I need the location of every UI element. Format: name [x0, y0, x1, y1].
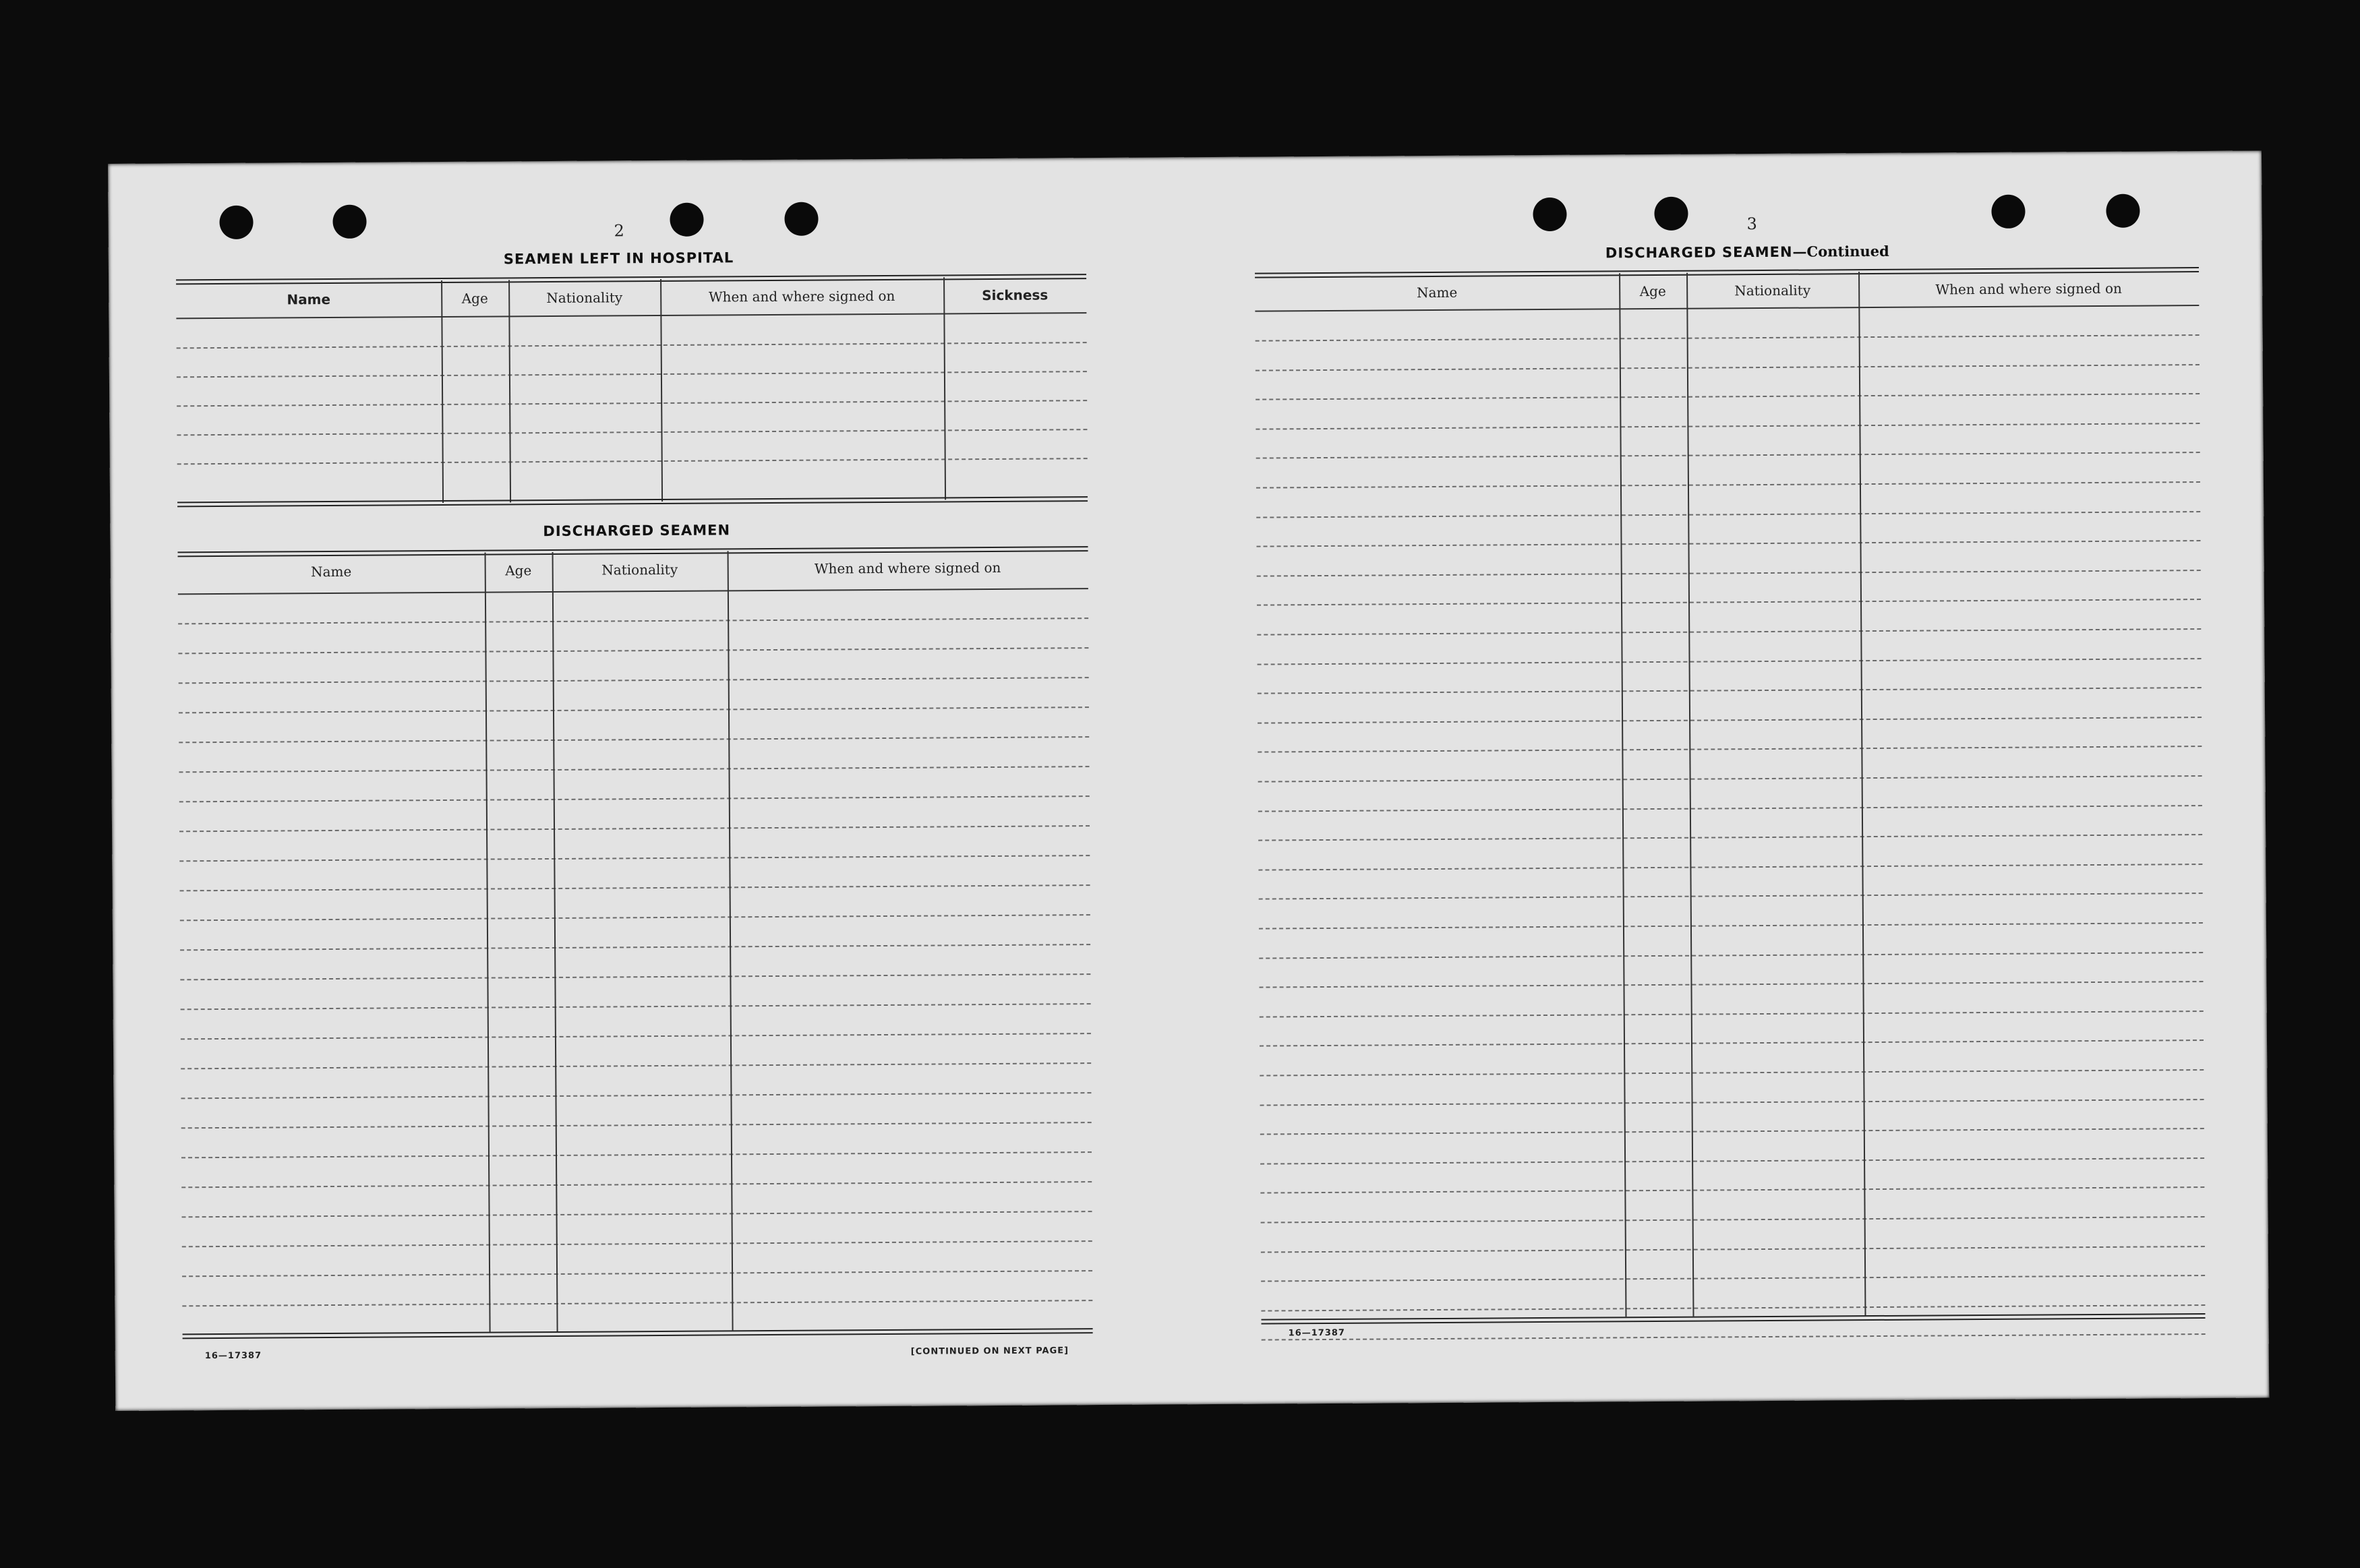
title-suffix: —Continued	[1792, 242, 1889, 260]
column-divider	[1619, 273, 1626, 1317]
table-row	[177, 342, 1087, 349]
punch-hole	[2106, 194, 2140, 228]
table-row	[179, 677, 1089, 684]
page-number-left: 2	[614, 221, 624, 241]
table-row	[1256, 511, 2200, 518]
punch-hole	[219, 206, 253, 239]
column-divider	[943, 277, 946, 500]
table-row	[1256, 334, 2200, 342]
table-row	[1256, 364, 2200, 371]
table-row	[179, 795, 1090, 802]
discharged-table-left	[178, 546, 1093, 1339]
table-row	[1256, 481, 2200, 489]
punch-hole	[332, 205, 366, 239]
table-row	[178, 617, 1088, 624]
table-row	[1257, 599, 2201, 606]
column-header-nationality: Nationality	[1734, 282, 1811, 299]
page-number-right: 3	[1746, 214, 1757, 234]
table-row	[1258, 864, 2202, 871]
table-row	[182, 1211, 1092, 1217]
table-row	[181, 1122, 1092, 1128]
header-rule	[1255, 305, 2199, 312]
table-row	[1260, 1157, 2204, 1165]
table-row	[181, 1181, 1092, 1188]
table-row	[177, 371, 1087, 378]
table-row	[1256, 452, 2200, 459]
table-row	[1258, 775, 2202, 783]
continued-note: [CONTINUED ON NEXT PAGE]	[910, 1346, 1069, 1357]
hospital-table	[176, 274, 1088, 510]
bottom-rule	[1261, 1313, 2205, 1325]
punch-hole	[1533, 198, 1566, 231]
form-number-right: 16—17387	[1288, 1327, 1346, 1339]
table-row	[1258, 687, 2202, 694]
table-row	[180, 973, 1090, 980]
table-row	[1259, 981, 2203, 988]
column-divider	[1858, 272, 1866, 1315]
table-row	[179, 706, 1089, 713]
table-row	[1257, 570, 2201, 577]
table-row	[181, 1033, 1091, 1039]
table-row	[1260, 1186, 2204, 1194]
discharged-continued-title	[1605, 243, 1889, 262]
form-number-left: 16—17387	[204, 1350, 262, 1362]
table-row	[1261, 1246, 2205, 1253]
table-row	[1261, 1216, 2205, 1224]
table-row	[1262, 1333, 2206, 1341]
punch-hole	[1654, 197, 1688, 231]
column-header-nationality: Nationality	[546, 289, 623, 307]
table-row	[1258, 717, 2202, 724]
table-row	[1260, 1099, 2204, 1106]
column-header-signed-on: When and where signed on	[708, 287, 895, 305]
table-row	[1261, 1304, 2205, 1312]
table-row	[180, 914, 1090, 921]
table-row	[1256, 393, 2200, 400]
table-row	[1258, 834, 2202, 841]
table-row	[1257, 628, 2201, 636]
column-divider	[660, 279, 663, 502]
bottom-rule	[177, 496, 1088, 507]
punch-hole	[670, 203, 703, 237]
table-row	[1256, 423, 2200, 430]
table-row	[180, 944, 1090, 951]
table-row	[1259, 952, 2203, 959]
column-header-signed-on: When and where signed on	[1935, 280, 2122, 298]
table-row	[177, 429, 1087, 435]
column-header-nationality: Nationality	[601, 561, 678, 578]
table-row	[1260, 1128, 2204, 1135]
column-header-age: Age	[1639, 282, 1666, 300]
table-row	[182, 1240, 1092, 1247]
form-sheet	[108, 150, 2269, 1410]
column-header-sickness: Sickness	[982, 287, 1049, 304]
header-rule	[178, 588, 1088, 595]
table-row	[1260, 1069, 2204, 1077]
title-main: DISCHARGED SEAMEN	[1605, 243, 1793, 262]
table-row	[1258, 805, 2202, 812]
table-row	[178, 647, 1088, 654]
table-row	[1261, 1275, 2205, 1282]
table-row	[180, 884, 1090, 891]
table-row	[1258, 658, 2202, 665]
column-header-age: Age	[505, 562, 532, 579]
column-header-signed-on: When and where signed on	[814, 559, 1001, 577]
table-row	[1256, 540, 2200, 547]
column-header-name: Name	[311, 563, 352, 580]
table-row	[181, 1092, 1091, 1099]
punch-hole	[1991, 195, 2025, 229]
column-header-name: Name	[287, 291, 331, 308]
table-row	[177, 400, 1087, 406]
table-row	[181, 1151, 1092, 1158]
table-row	[179, 855, 1090, 862]
table-row	[181, 1062, 1091, 1069]
table-row	[1258, 746, 2202, 753]
table-row	[1260, 1039, 2204, 1047]
table-row	[1259, 922, 2203, 930]
table-row	[177, 458, 1088, 464]
discharged-table-right	[1255, 267, 2206, 1325]
hospital-section-title: SEAMEN LEFT IN HOSPITAL	[503, 249, 734, 268]
column-divider	[441, 280, 444, 503]
table-row	[179, 766, 1090, 773]
punch-hole	[784, 202, 818, 236]
table-row	[182, 1300, 1092, 1306]
table-row	[1259, 893, 2203, 900]
column-divider	[1686, 273, 1694, 1317]
table-row	[181, 1003, 1091, 1010]
header-rule	[176, 312, 1086, 319]
column-header-age: Age	[461, 290, 488, 307]
discharged-section-title: DISCHARGED SEAMEN	[543, 522, 731, 540]
table-row	[182, 1270, 1092, 1277]
bottom-rule	[183, 1328, 1093, 1339]
table-row	[1260, 1011, 2204, 1018]
column-divider	[508, 280, 511, 502]
table-row	[179, 825, 1090, 832]
table-row	[179, 736, 1089, 743]
column-header-name: Name	[1417, 284, 1458, 301]
